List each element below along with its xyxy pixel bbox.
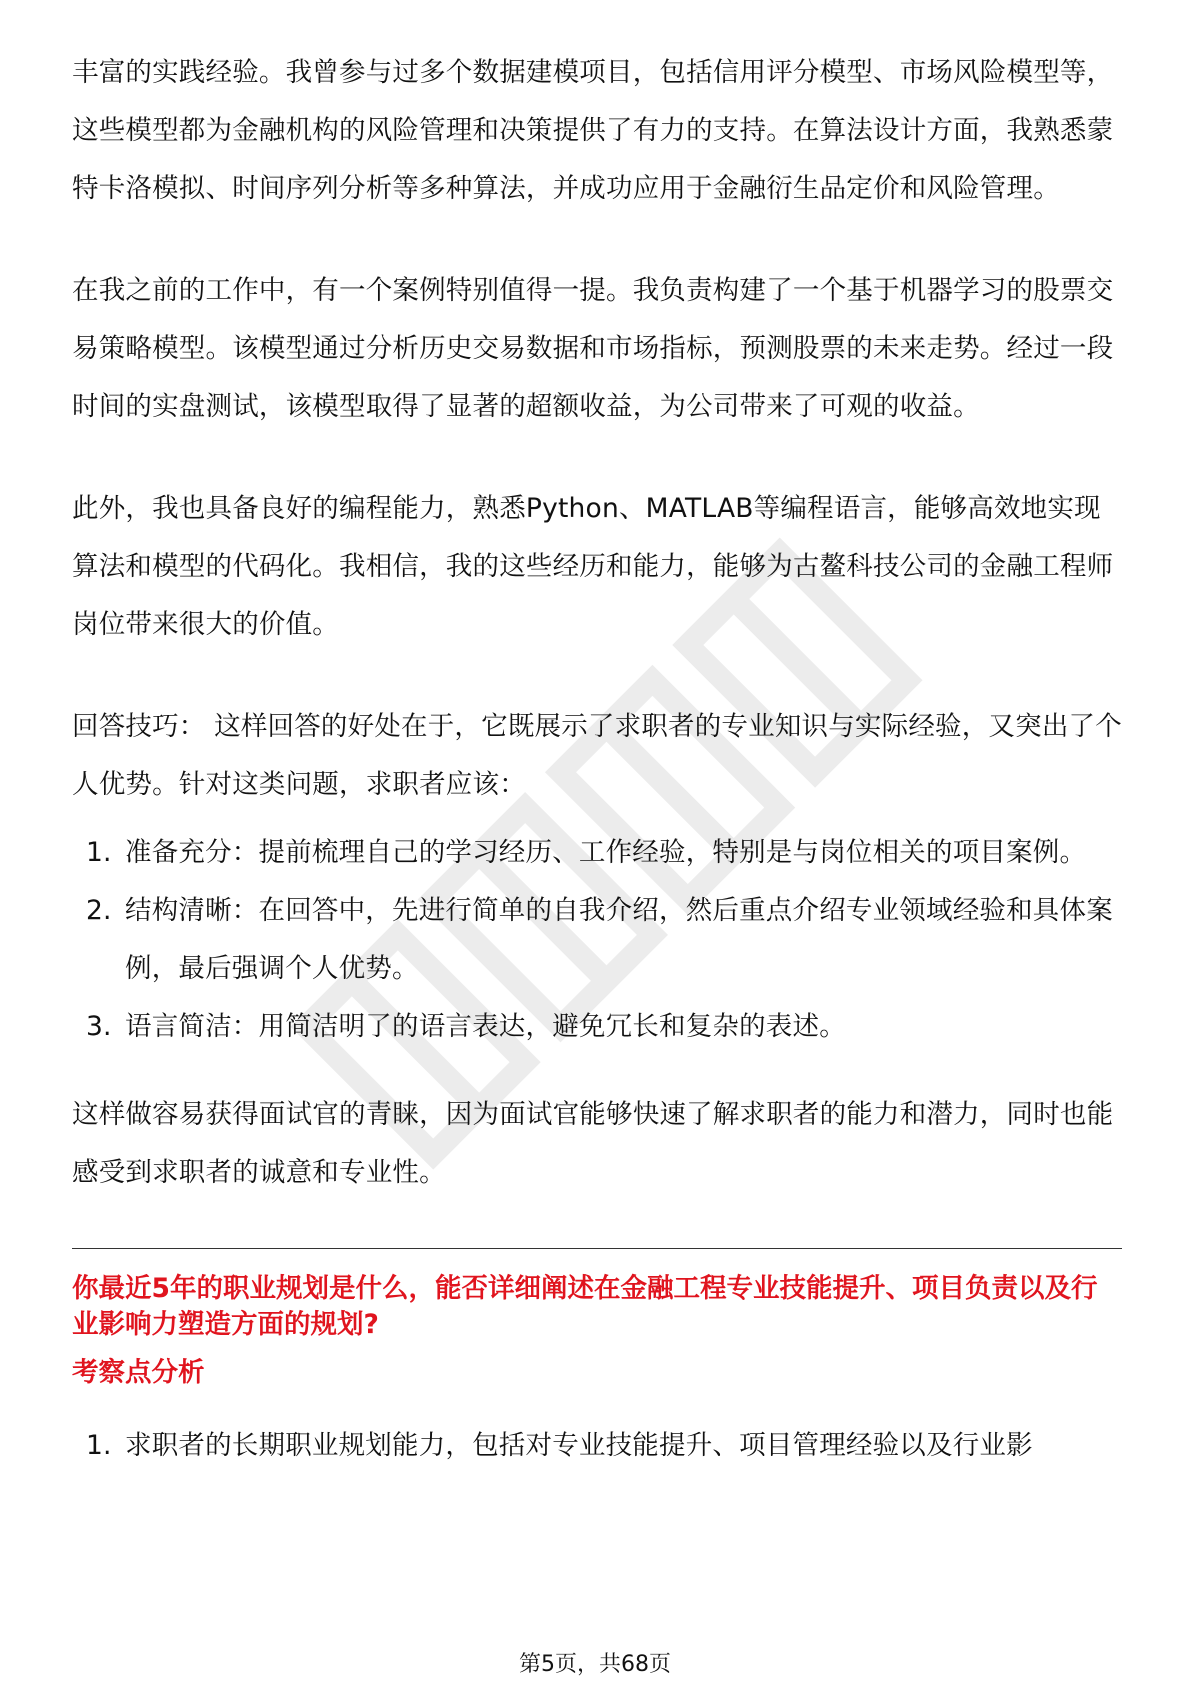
list-item [72,882,1122,998]
document-page [72,44,1122,1519]
paragraph-closing: 这样做容易获得面试官的青睐，因为面试官能够快速了解求职者的能力和潜力，同时也能感受到求职者的诚意和专业性。 [72,1099,1114,1188]
analysis-points-list [72,1417,1122,1475]
list-text: 准备充分：提前梳理自己的学习经历、工作经验，特别是与岗位相关的项目案例。 [125,837,1087,868]
list-item [72,824,1122,882]
list-text: 语言简洁：用简洁明了的语言表达，避免冗长和复杂的表述。 [125,1011,846,1042]
interview-question-heading: 你最近5年的职业规划是什么，能否详细阐述在金融工程专业技能提升、项目负责以及行业影响力塑造方面的规划? [72,1273,1098,1340]
list-item [72,1417,1122,1475]
paragraph-case-study: 在我之前的工作中，有一个案例特别值得一提。我负责构建了一个基于机器学习的股票交易策略模型。该模型通过分析历史交易数据和市场指标，预测股票的未来走势。经过一段时间的实盘测试，该模型取得了显著的超额收益，为公司带来了可观的收益。 [72,275,1114,422]
list-number: 3. [86,1011,112,1042]
page-footer: 第5页，共68页 [519,1652,671,1677]
list-text: 求职者的长期职业规划能力，包括对专业技能提升、项目管理经验以及行业影 [125,1430,1033,1461]
paragraph-skills: 此外，我也具备良好的编程能力，熟悉Python、MATLAB等编程语言，能够高效地实现算法和模型的代码化。我相信，我的这些经历和能力，能够为古鳌科技公司的金融工程师岗位带来很大的价值。 [72,493,1114,640]
analysis-subheading: 考察点分析 [72,1357,205,1388]
tips-list [72,824,1122,1056]
list-number: 1. [86,837,112,868]
list-number: 2. [86,895,112,926]
paragraph-answer-tips: 回答技巧： 这样回答的好处在于，它既展示了求职者的专业知识与实际经验，又突出了个人优势。针对这类问题，求职者应该： [72,711,1122,800]
list-text: 结构清晰：在回答中，先进行简单的自我介绍，然后重点介绍专业领域经验和具体案例，最后强调个人优势。 [125,895,1113,984]
list-item [72,998,1122,1056]
paragraph-experience: 丰富的实践经验。我曾参与过多个数据建模项目，包括信用评分模型、市场风险模型等，这些模型都为金融机构的风险管理和决策提供了有力的支持。在算法设计方面，我熟悉蒙特卡洛模拟、时间序列分析等多种算法，并成功应用于金融衍生品定价和风险管理。 [72,57,1114,204]
list-number: 1. [86,1430,112,1461]
section-divider [72,1248,1122,1249]
